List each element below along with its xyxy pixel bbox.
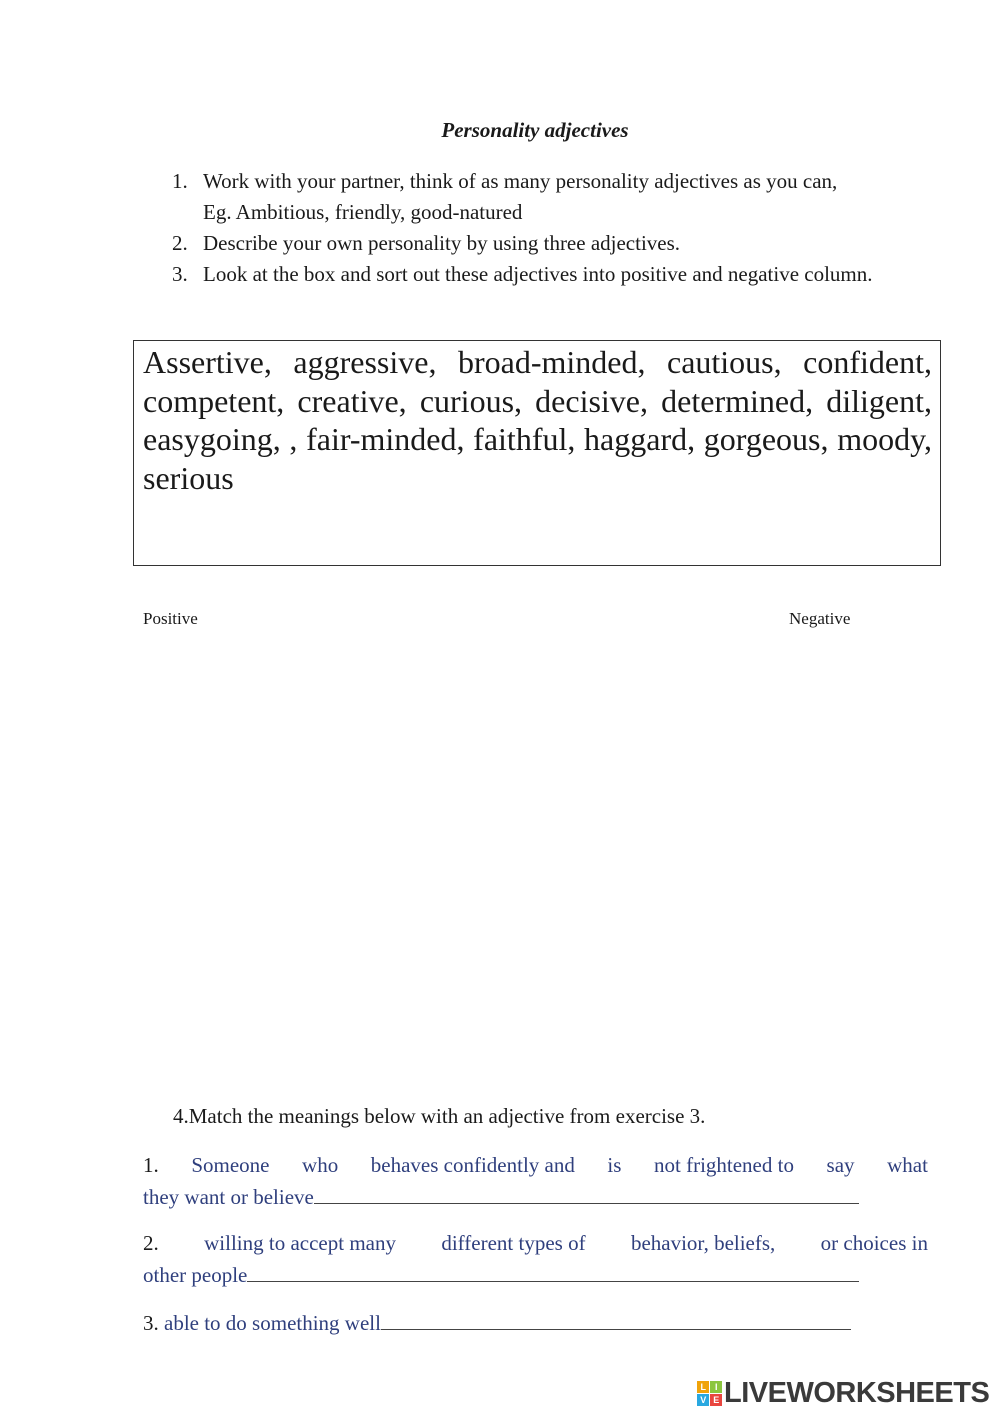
match-item-word: not frightened to xyxy=(654,1153,794,1177)
match-item-word: behavior, beliefs, xyxy=(630,1231,776,1255)
match-item-number: 1. xyxy=(143,1153,159,1177)
match-item-number: 2. xyxy=(143,1231,159,1255)
instruction-item xyxy=(172,259,928,290)
instruction-number: 3. xyxy=(172,262,188,286)
match-item-number: 3. xyxy=(143,1311,159,1335)
match-item-text: they want or believe xyxy=(143,1185,314,1209)
negative-column-label: Negative xyxy=(789,609,851,628)
instruction-text: Work with your partner, think of as many personality adjectives as you can, xyxy=(203,169,838,193)
match-item-word: who xyxy=(302,1153,339,1177)
answer-blank[interactable] xyxy=(314,1181,859,1204)
instruction-item xyxy=(172,228,928,259)
logo-letter: V xyxy=(697,1394,709,1406)
instruction-number: 1. xyxy=(172,169,188,193)
match-item-word: willing to accept many xyxy=(204,1231,396,1255)
match-item-word: behaves confidently and xyxy=(370,1153,575,1177)
exercise-4-heading: 4.Match the meanings below with an adjective from exercise 3. xyxy=(173,1104,706,1128)
logo-letter: I xyxy=(710,1381,722,1393)
instruction-text: Describe your own personality by using three adjectives. xyxy=(203,231,681,255)
liveworksheets-logo xyxy=(697,1377,989,1410)
live-logo-icon xyxy=(697,1381,722,1406)
match-item-text: other people xyxy=(143,1263,248,1287)
match-item-word: or choices in xyxy=(820,1231,928,1255)
match-item-word: is xyxy=(607,1153,622,1177)
answer-blank[interactable] xyxy=(381,1307,851,1330)
instructions-list xyxy=(172,166,928,290)
adjective-word-box: Assertive, aggressive, broad-minded, cautious, confident, competent, creative, curious, decisive, determined, diligent, easygoing, , fair-minded, faithful, haggard, gorgeous, moody, serious xyxy=(133,340,941,566)
instruction-number: 2. xyxy=(172,231,188,255)
logo-text: LIVEWORKSHEETS xyxy=(724,1377,990,1409)
positive-column-label: Positive xyxy=(143,609,198,628)
match-item-word: what xyxy=(887,1153,928,1177)
match-item-text: able to do something well xyxy=(164,1311,381,1335)
match-item-word: say xyxy=(826,1153,855,1177)
match-item-word: different types of xyxy=(441,1231,586,1255)
match-item xyxy=(143,1228,928,1291)
match-item xyxy=(143,1307,928,1339)
match-item-word: Someone xyxy=(191,1153,270,1177)
logo-letter: E xyxy=(710,1394,722,1406)
instruction-text: Look at the box and sort out these adjectives into positive and negative column. xyxy=(203,262,873,286)
instruction-item xyxy=(172,166,928,228)
page-title: Personality adjectives xyxy=(441,118,629,142)
logo-letter: L xyxy=(697,1381,709,1393)
answer-blank[interactable] xyxy=(247,1259,859,1282)
instruction-example: Eg. Ambitious, friendly, good-natured xyxy=(203,200,523,224)
match-item xyxy=(143,1150,928,1213)
